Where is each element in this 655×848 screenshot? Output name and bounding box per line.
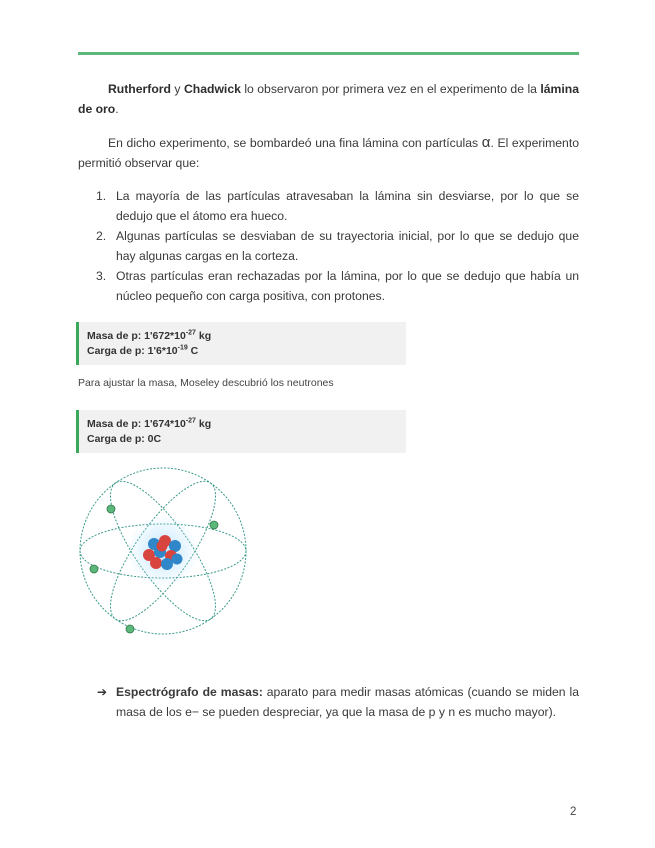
gold-foil-term: lámina de oro [78,82,580,116]
observations-list [78,186,579,306]
proton-charge: Carga de p: $1'6*10^{-19}$ C [87,344,199,357]
page-number: 2 [570,806,577,818]
chadwick-name: Chadwick [183,82,241,96]
list-item: 1. La mayoría de las partículas atravesaban la lámina sin desviarse, por lo que se dedujo que el átomo era hueco. [96,189,579,223]
spectrograph-item: ➔ Espectrógrafo de masas: aparato para medir masas atómicas (cuando se miden la masa de los e− se pueden despreciar, ya que la masa de p y n es mucho mayor). [97,682,579,722]
alpha-symbol: α [481,134,491,151]
list-item: 3. Otras partículas eran rechazadas por la lámina, por lo que se dedujo que había un núcleo pequeño con carga positiva, con protones. [96,269,579,303]
header-rule [78,52,579,55]
list-item: 2. Algunas partículas se desviaban de su trayectoria inicial, por lo que se dedujo que hay algunas cargas en la corteza. [96,229,579,263]
atom-illustration [78,466,258,641]
neutron-mass: Masa de p: $1'674*10^{-27}$ kg [87,417,212,430]
intro-paragraph: Rutherford y Chadwick lo observaron por primera vez en el experimento de la lámina de oro. [78,82,580,116]
experiment-paragraph: En dicho experimento, se bombardeó una fina lámina con partículas α. El experimento permitió observar que: [78,134,579,170]
rutherford-name: Rutherford [108,82,171,96]
proton-info-box [76,322,406,365]
spectrograph-term: Espectrógrafo de masas: [116,685,263,699]
arrow-icon: ➔ [97,685,108,699]
neutron-charge: Carga de p: 0C [87,432,162,445]
neutron-info-box [76,410,406,453]
neutron-note: Para ajustar la masa, Moseley descubrió los neutrones [78,377,334,389]
proton-mass: Masa de p: $1'672*10^{-27}$ kg [87,329,212,342]
